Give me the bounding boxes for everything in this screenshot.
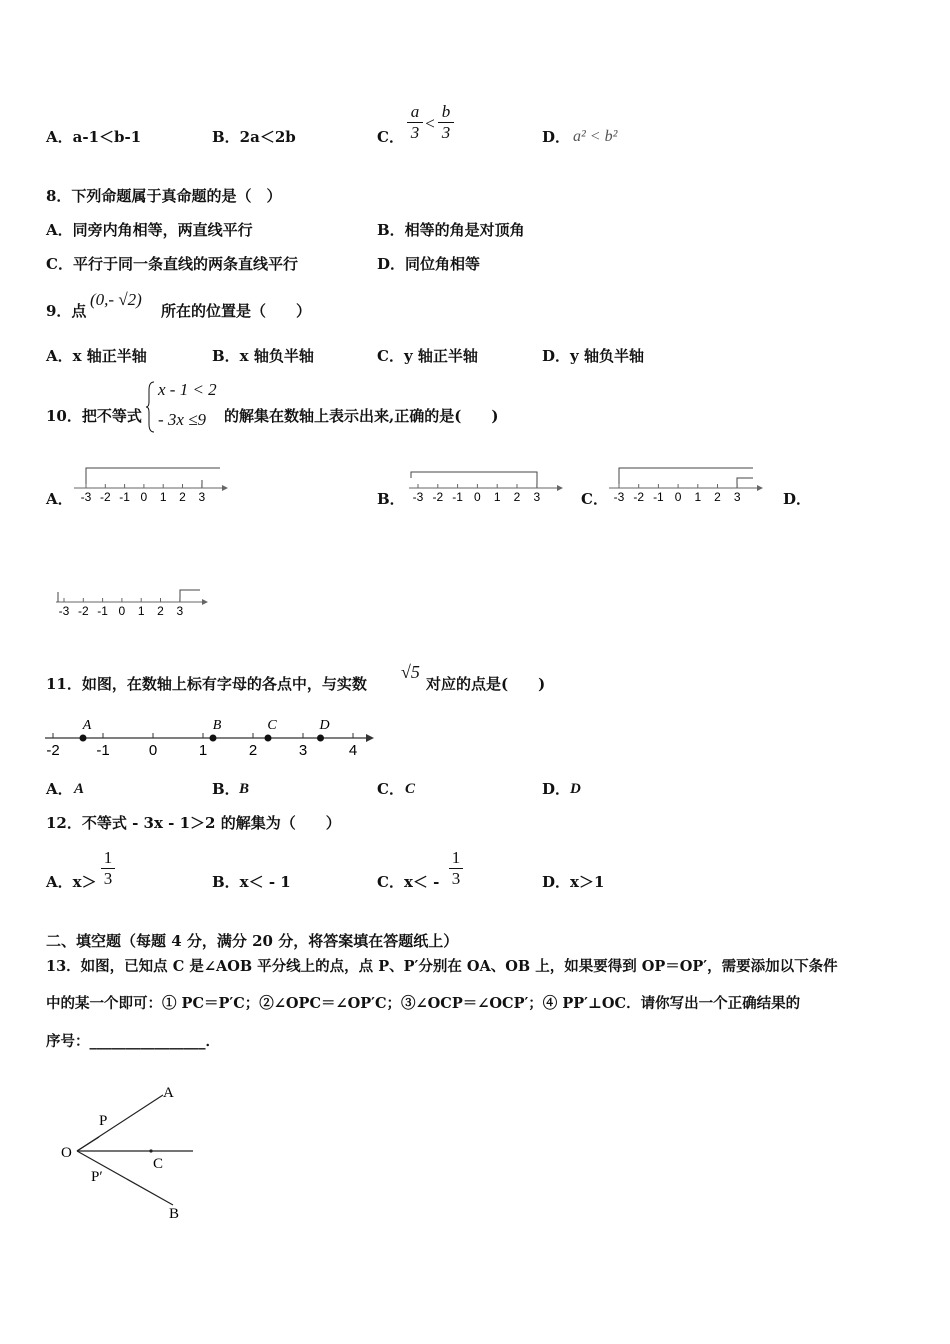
label-p-prime: P′: [91, 1169, 103, 1185]
tick-label: 2: [179, 490, 186, 504]
q10-a-ticks: [81, 484, 206, 504]
q9-option-a: A．x 轴正半轴: [46, 347, 147, 365]
tick-label: 3: [533, 490, 541, 504]
q11-point-b: [210, 735, 217, 742]
q12-stem: 12．不等式 - 3x - 1＞2 的解集为（ ）: [46, 814, 341, 832]
q12-option-c-fraction: $\frac{1}{3}$: [449, 848, 463, 889]
q10-number-line-a: [70, 462, 235, 522]
q9-option-c: C．y 轴正半轴: [377, 347, 478, 365]
q11-point-d: [317, 735, 324, 742]
q12-option-d: D．x＞1: [542, 873, 605, 891]
q11-point-label-a: A: [82, 718, 92, 733]
point-c: [149, 1149, 152, 1152]
q10-brace-icon: [146, 380, 156, 434]
q11-option-d-label: D．: [542, 780, 571, 798]
tick-label: -2: [432, 490, 444, 504]
label-a: A: [163, 1085, 174, 1101]
q11-point-label-d: D: [319, 718, 330, 733]
q10-inequality-1: x - 1 < 2: [158, 380, 217, 399]
tick-label: -1: [97, 604, 108, 618]
q9-point: (0,- √2): [90, 290, 142, 309]
label-o: O: [61, 1145, 72, 1161]
q7-option-a: A．a-1＜b-1: [46, 128, 142, 146]
tick-label: 1: [159, 490, 167, 504]
q11-point-a: [80, 735, 87, 742]
tick-label: 3: [198, 490, 206, 504]
q7-option-c-label: C．: [377, 128, 404, 146]
q11-tick-label: 4: [348, 742, 358, 759]
tick-label: 3: [176, 604, 184, 618]
q10-stem-post: 的解集在数轴上表示出来,正确的是( ): [224, 407, 499, 425]
q9-option-b: B．x 轴负半轴: [212, 347, 314, 365]
q11-option-c-label: C．: [377, 780, 404, 798]
tick-label: 1: [137, 604, 145, 618]
q12-option-a: A．x＞: [46, 873, 97, 891]
q11-tick-label: 1: [198, 742, 208, 759]
q10-option-c-label: C．: [581, 490, 608, 508]
q10-stem-pre: 10．把不等式: [46, 407, 142, 425]
q11-point-label-b: B: [212, 718, 222, 733]
q12-option-c: C．x＜ -: [377, 873, 440, 891]
q9-stem-pre: 9．点: [46, 302, 87, 320]
q10-option-a-label: A．: [46, 490, 73, 508]
tick-label: 2: [157, 604, 164, 618]
tick-label: 3: [733, 490, 741, 504]
tick-label: -2: [77, 604, 89, 618]
tick-label: 0: [140, 490, 148, 504]
q11-option-b-label: B．: [212, 780, 240, 798]
q12-option-a-fraction: $\frac{1}{3}$: [101, 848, 115, 889]
q10-number-line-c: [605, 462, 770, 522]
q8-stem: 8．下列命题属于真命题的是（ ）: [46, 187, 282, 205]
q11-stem-post: 对应的点是( ): [426, 675, 546, 693]
label-p: P: [99, 1113, 108, 1129]
q8-option-a: A．同旁内角相等，两直线平行: [46, 221, 253, 239]
q7-option-d-expr: a² < b²: [573, 128, 618, 145]
q11-option-a-label: A．: [46, 780, 73, 798]
q10-number-line-d: [52, 582, 217, 642]
label-b: B: [169, 1206, 180, 1222]
q10-inequality-2: - 3x ≤9: [158, 410, 207, 429]
q13-angle-figure: [55, 1075, 215, 1235]
q9-stem-post: 所在的位置是（ ）: [161, 302, 312, 320]
q11-tick-group: [46, 733, 357, 759]
q8-option-b: B．相等的角是对顶角: [377, 221, 525, 239]
tick-label: 1: [694, 490, 702, 504]
q12-option-b: B．x＜ - 1: [212, 873, 291, 891]
q9-option-d: D．y 轴负半轴: [542, 347, 644, 365]
tick-label: -2: [99, 490, 111, 504]
tick-label: -3: [412, 490, 424, 504]
q10-option-d-label: D．: [783, 490, 812, 508]
q7-option-c-fraction-b: $\frac{b}{3}$: [438, 102, 454, 143]
tick-label: 1: [493, 490, 501, 504]
q8-option-d: D．同位角相等: [377, 255, 481, 273]
tick-label: 2: [714, 490, 721, 504]
q13-line-3: 序号：________________．: [46, 1033, 220, 1050]
q11-tick-label: 3: [298, 742, 308, 759]
tick-label: -1: [653, 490, 664, 504]
q7-option-d-label: D．: [542, 128, 571, 146]
tick-label: -1: [452, 490, 463, 504]
q7-option-b: B．2a＜2b: [212, 128, 296, 146]
q10-option-b-label: B．: [377, 490, 405, 508]
q11-tick-label: -2: [46, 742, 60, 759]
q8-option-c: C．平行于同一条直线的两条直线平行: [46, 255, 298, 273]
tick-label: 0: [474, 490, 481, 504]
q7-option-c-fraction-a: $\frac{a}{3}$: [407, 102, 423, 143]
q10-b-ticks: [413, 484, 541, 504]
q11-stem-pre: 11．如图，在数轴上标有字母的各点中，与实数: [46, 675, 367, 693]
q11-option-b-value: B: [239, 781, 250, 797]
q11-tick-label: 0: [148, 742, 158, 759]
section-heading: 二、填空题（每题 4 分，满分 20 分，将答案填在答题纸上）: [46, 932, 459, 950]
tick-label: 0: [118, 604, 126, 618]
tick-label: -3: [80, 490, 92, 504]
q10-number-line-b: [405, 462, 570, 522]
q11-tick-label: -1: [96, 742, 110, 759]
q10-d-ticks: [59, 598, 184, 618]
q10-c-ticks: [614, 484, 741, 504]
label-c: C: [153, 1156, 164, 1172]
q11-point-c: [265, 735, 272, 742]
tick-label: 2: [513, 490, 521, 504]
q13-line-1: 13．如图，已知点 C 是∠AOB 平分线上的点，点 P、P′分别在 OA、OB 上，如果要得到 OP＝OP′，需要添加以下条件: [46, 958, 838, 975]
q11-point-label-c: C: [267, 718, 277, 733]
q13-line-2: 中的某一个即可：① PC＝P′C；②∠OPC＝∠OP′C；③∠OCP＝∠OCP′；④ PP′⊥OC．请你写出一个正确结果的: [46, 995, 801, 1012]
tick-label: -1: [119, 490, 130, 504]
q7-option-c-less-than: <: [425, 114, 435, 133]
q11-option-d-value: D: [570, 781, 581, 797]
tick-label: 0: [674, 490, 682, 504]
tick-label: -2: [633, 490, 645, 504]
q11-option-c-value: C: [405, 781, 416, 797]
tick-label: -3: [58, 604, 70, 618]
tick-label: -3: [613, 490, 625, 504]
q11-option-a-value: A: [74, 781, 85, 797]
q11-tick-label: 2: [248, 742, 258, 759]
q11-radical: √5: [401, 662, 420, 682]
q11-number-line: [40, 712, 385, 762]
